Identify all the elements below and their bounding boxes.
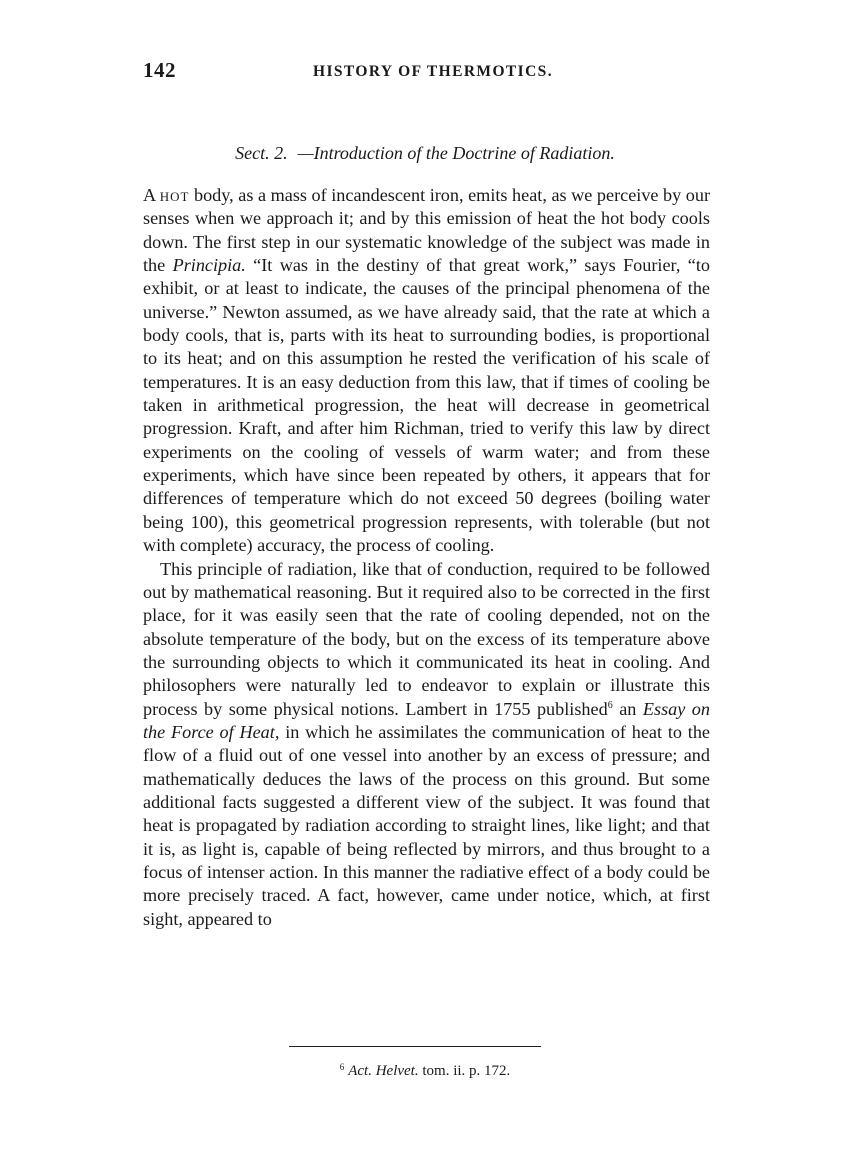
paragraph-1-text-b: “It was in the destiny of that great work,” says Fourier, “to exhibit, or at least to indicate, the causes of the principal phenomena of the universe.” Newton assumed, as we have already said, that the rate at which a body cools, that is, parts with its heat to surrounding bodies, is proportional to its heat; and on this assumption he rested the verification of his scale of temperatures. It is an easy deduction from this law, that if times of cooling be taken in arithmetical progression, the heat will decrease in geometrical progression. Kraft, and after him Richman, tried to verify this law by direct experiments on the cooling of vessels of warm water; and from these experiments, which have since been repeated by others, it appears that for differences of temperature which do not exceed 50 degrees (boiling water being 100), this geometrical progression represents, with tolerable (but not with complete) accuracy, the process of cooling. [143, 255, 710, 556]
paragraph-1-text-a: body, as a mass of incandescent iron, emits heat, as we perceive by our senses when we approach it; and by this emission of heat the hot body cools down. The first step in our systematic knowledge of the subject was made in the [143, 185, 711, 276]
paragraph-2-text-b: an [612, 698, 637, 719]
page-number: 142 [143, 58, 176, 82]
lead-word: hot [159, 185, 190, 205]
section-heading [0, 143, 850, 164]
essay-title: Essay on the Force of Heat, [143, 698, 710, 742]
body-text [143, 184, 710, 931]
principia-title: Principia. [172, 255, 246, 276]
lead-letter: A [143, 185, 156, 205]
section-label: Sect. 2. [235, 143, 288, 163]
footnote-divider [289, 1046, 541, 1047]
paragraph-2-text-a: This principle of radiation, like that of conduction, required to be followed out by mathematical reasoning. But it required also to be corrected in the first place, for it was easily seen that the rate of cooling depended, not on the absolute temperature of the body, but on the excess of its temperature above the surrounding objects to which it communicated its heat in cooling. And philosophers were naturally led to endeavor to explain or illustrate this process by some physical notions. Lambert in 1755 published [143, 558, 710, 719]
footnote-citation: tom. ii. p. 172. [422, 1063, 511, 1079]
footnote-source: Act. Helvet. [348, 1063, 419, 1079]
paragraph-2-text-c: in which he assimilates the communication of heat to the flow of a fluid out of one vessel into another by an excess of pressure; and mathematically deduces the laws of the process on this ground. But some additional facts suggested a different view of the subject. It was found that heat is propagated by radiation according to straight lines, like light; and that it is, as light is, capable of being reflected by mirrors, and thus brought to a focus of intenser action. In this manner the radiative effect of a body could be more precisely traced. A fact, however, came under notice, which, at first sight, appeared to [143, 721, 710, 929]
footnote-reference: 6 [607, 699, 613, 711]
footnote [0, 1062, 850, 1080]
running-head: HISTORY OF THERMOTICS. [313, 63, 553, 80]
footnote-marker: 6 [339, 1062, 345, 1072]
paragraph-2 [143, 558, 710, 932]
section-title-text: —Introduction of the Doctrine of Radiation. [297, 143, 615, 163]
paragraph-1 [143, 184, 710, 558]
